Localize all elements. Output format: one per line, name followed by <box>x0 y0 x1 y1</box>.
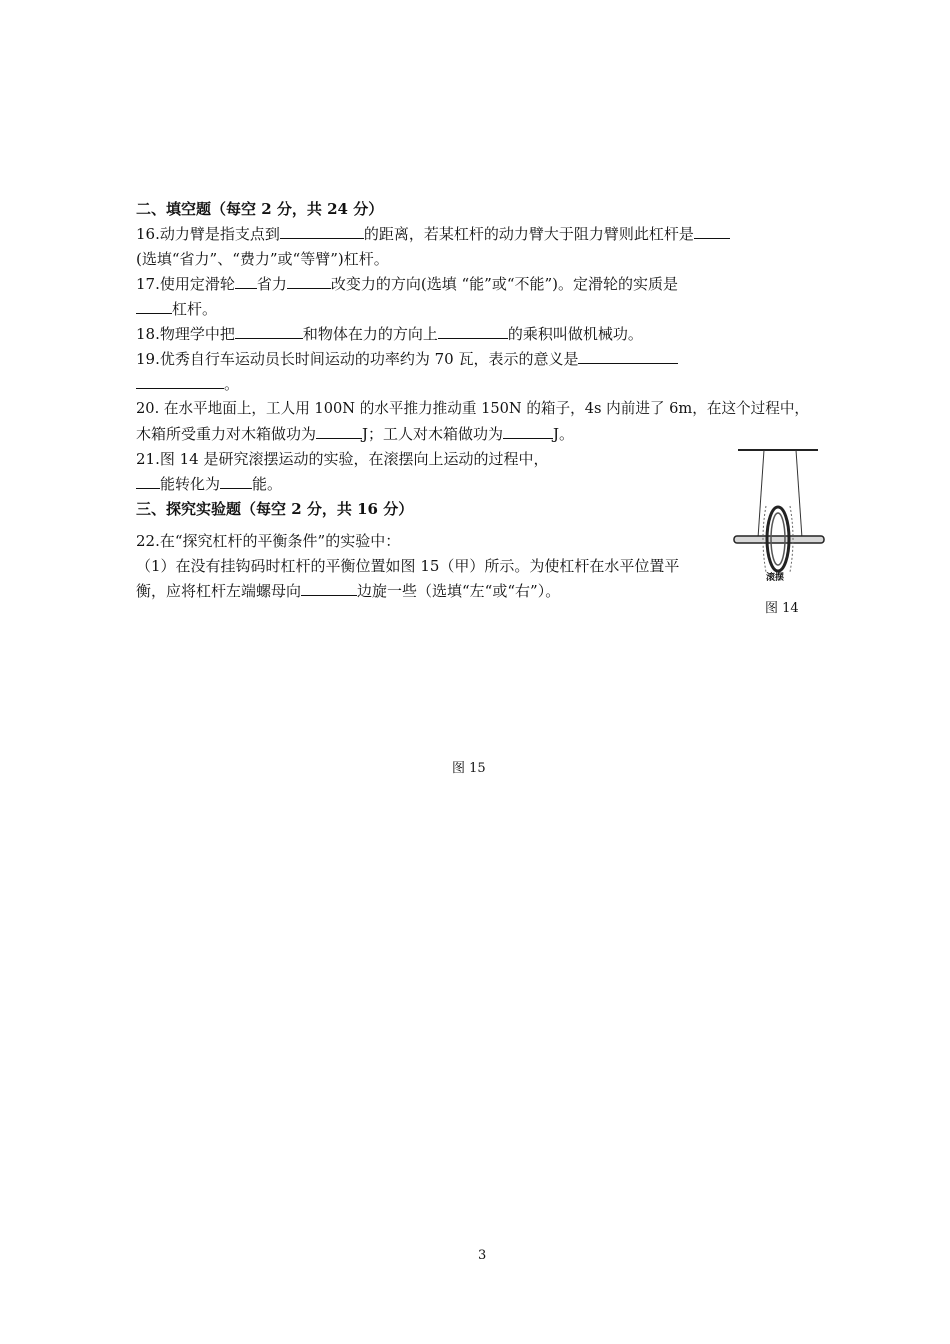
answer-blank[interactable] <box>235 323 303 339</box>
answer-blank[interactable] <box>136 473 160 489</box>
page-number: 3 <box>478 1248 487 1263</box>
question-21-line2: 能转化为 能。 <box>136 473 282 495</box>
fig14-label: 滚摆 <box>766 573 785 583</box>
section2-heading: 二、填空题（每空 2 分，共 24 分） <box>136 200 384 218</box>
question-22-line3: 衡，应将杠杆左端螺母向 边旋一些（选填“左“或“右”）。 <box>136 582 561 600</box>
answer-blank[interactable] <box>301 580 357 596</box>
question-22-line2: （1）在没有挂钩码时杠杆的平衡位置如图 15（甲）所示。为使杠杆在水平位置平 <box>136 557 680 575</box>
question-19-line1: 19.优秀自行车运动员长时间运动的功率约为 70 瓦，表示的意义是 <box>136 348 678 370</box>
section3-heading: 三、探究实验题（每空 2 分，共 16 分） <box>136 500 414 518</box>
answer-blank[interactable] <box>280 223 364 239</box>
question-20-line2: 木箱所受重力对木箱做功为 J；工人对木箱做功为 J。 <box>136 425 575 443</box>
question-22-line1: 22.在“探究杠杆的平衡条件”的实验中： <box>136 532 401 550</box>
answer-blank[interactable] <box>220 473 252 489</box>
question-17-line2: 杠杆。 <box>136 298 217 320</box>
answer-blank[interactable] <box>503 423 553 439</box>
answer-blank[interactable] <box>136 298 172 314</box>
question-21-line1: 21.图 14 是研究滚摆运动的实验，在滚摆向上运动的过程中， <box>136 450 549 468</box>
question-17-line1: 17.使用定滑轮 省力 改变力的方向(选填 “能”或“不能”)。定滑轮的实质是 <box>136 275 679 293</box>
rolling-pendulum-figure <box>730 446 826 581</box>
answer-blank[interactable] <box>136 373 224 389</box>
answer-blank[interactable] <box>316 423 362 439</box>
question-20-line1: 20. 在水平地面上，工人用 100N 的水平推力推动重 150N 的箱子，4s 内前进了 6m，在这个过程中， <box>136 400 810 417</box>
answer-blank[interactable] <box>287 273 331 289</box>
question-19-line2: 。 <box>136 373 239 395</box>
question-18: 18.物理学中把 和物体在力的方向上 的乘积叫做机械功。 <box>136 325 643 343</box>
answer-blank[interactable] <box>438 323 508 339</box>
question-16-line2: (选填“省力”、“费力”或“等臂”)杠杆。 <box>136 250 389 268</box>
answer-blank[interactable] <box>694 223 730 239</box>
answer-blank[interactable] <box>235 273 257 289</box>
fig14-caption: 图 14 <box>765 601 799 616</box>
answer-blank[interactable] <box>578 348 678 364</box>
question-16-line1: 16.动力臂是指支点到 的距离，若某杠杆的动力臂大于阻力臂则此杠杆是 <box>136 223 730 245</box>
fig15-caption: 图 15 <box>452 761 486 776</box>
